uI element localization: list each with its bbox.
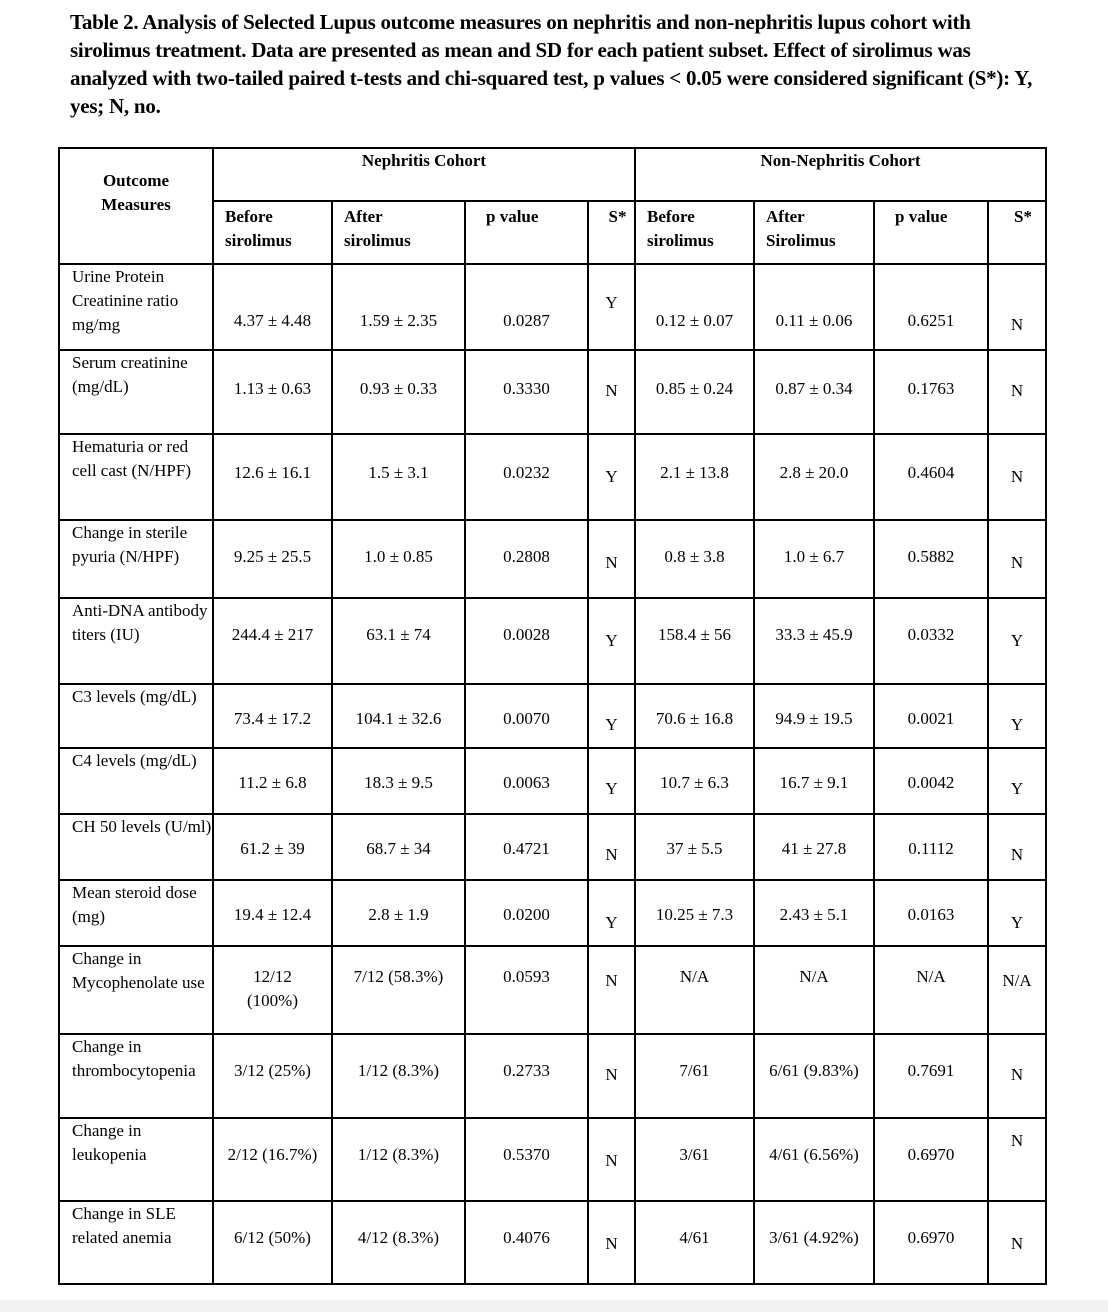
table-row (59, 350, 1046, 434)
nephritis-p-value-cell (465, 520, 588, 598)
nephritis-significance-cell (588, 748, 635, 814)
header-text: sirolimus (344, 231, 411, 250)
header-text: Sirolimus (766, 231, 836, 250)
nephritis-after-cell (332, 748, 465, 814)
nephritis-significance-cell (588, 350, 635, 434)
nephritis-significance-cell (588, 1034, 635, 1118)
non-nephritis-significance-value: Y (1010, 631, 1024, 650)
header-nephritis-after (332, 201, 465, 264)
nephritis-significance-cell (588, 434, 635, 520)
page-bottom-strip (0, 1300, 1108, 1312)
nephritis-p-value-cell (465, 946, 588, 1034)
non-nephritis-p-value-value: 0.0163 (907, 905, 955, 924)
non-nephritis-significance-value: N (1010, 553, 1024, 572)
nephritis-p-value-value: 0.4076 (503, 1228, 550, 1247)
non-nephritis-significance-cell (988, 520, 1046, 598)
nephritis-before-value: 12/12 (100%) (247, 967, 298, 1010)
nephritis-significance-value: N (605, 381, 618, 400)
nephritis-after-cell (332, 684, 465, 748)
non-nephritis-after-cell (754, 1201, 874, 1284)
nephritis-before-cell (213, 814, 332, 880)
nephritis-before-value: 19.4 ± 12.4 (233, 905, 312, 924)
non-nephritis-p-value-value: 0.5882 (907, 547, 955, 566)
non-nephritis-before-cell (635, 1118, 754, 1201)
outcome-measure-label: CH 50 levels (U/ml) (72, 817, 212, 836)
nephritis-significance-cell (588, 946, 635, 1034)
nephritis-significance-value: N (605, 971, 618, 990)
non-nephritis-before-value: 10.7 ± 6.3 (660, 773, 729, 792)
outcome-measure-label: C3 levels (mg/dL) (72, 687, 197, 706)
non-nephritis-before-value: 37 ± 5.5 (666, 839, 723, 858)
non-nephritis-after-value: 3/61 (4.92%) (769, 1228, 859, 1247)
table-row (59, 684, 1046, 748)
nephritis-significance-cell (588, 1118, 635, 1201)
nephritis-after-value: 68.7 ± 34 (366, 839, 431, 858)
nephritis-after-value: 1.0 ± 0.85 (364, 547, 433, 566)
non-nephritis-significance-cell (988, 814, 1046, 880)
non-nephritis-after-value: 2.8 ± 20.0 (779, 463, 849, 482)
non-nephritis-before-cell (635, 264, 754, 350)
non-nephritis-p-value-cell (874, 1118, 988, 1201)
nephritis-p-value-cell (465, 1201, 588, 1284)
non-nephritis-before-cell (635, 350, 754, 434)
outcome-measure-cell (59, 684, 213, 748)
table-row (59, 520, 1046, 598)
non-nephritis-after-value: 0.11 ± 0.06 (775, 311, 853, 330)
outcome-measure-label: Change in sterile pyuria (N/HPF) (72, 523, 188, 566)
non-nephritis-significance-value: N (1010, 1065, 1024, 1084)
nephritis-before-cell (213, 1201, 332, 1284)
nephritis-after-value: 104.1 ± 32.6 (355, 709, 442, 728)
nephritis-before-cell (213, 264, 332, 350)
header-non-nephritis-before (635, 201, 754, 264)
nephritis-before-cell (213, 946, 332, 1034)
nephritis-p-value-value: 0.2733 (503, 1061, 550, 1080)
non-nephritis-after-cell (754, 264, 874, 350)
non-nephritis-significance-cell (988, 1034, 1046, 1118)
nephritis-before-value: 3/12 (25%) (234, 1061, 311, 1080)
non-nephritis-p-value-value: 0.0332 (907, 625, 955, 644)
nephritis-significance-cell (588, 1201, 635, 1284)
nephritis-after-value: 1.5 ± 3.1 (368, 463, 429, 482)
non-nephritis-significance-cell (988, 434, 1046, 520)
nephritis-after-cell (332, 1034, 465, 1118)
non-nephritis-p-value-cell (874, 880, 988, 946)
outcome-measure-label: Anti-DNA antibody titers (IU) (72, 601, 208, 644)
nephritis-before-value: 2/12 (16.7%) (227, 1145, 318, 1164)
non-nephritis-p-value-cell (874, 1201, 988, 1284)
nephritis-significance-value: N (605, 1234, 618, 1253)
nephritis-p-value-value: 0.0287 (503, 311, 550, 330)
nephritis-before-value: 12.6 ± 16.1 (233, 463, 312, 482)
outcome-measure-cell (59, 748, 213, 814)
non-nephritis-before-value: 2.1 ± 13.8 (660, 463, 729, 482)
table-body (59, 264, 1046, 1284)
outcome-measure-cell (59, 520, 213, 598)
outcome-measure-label: Mean steroid dose (mg) (72, 883, 197, 926)
non-nephritis-after-cell (754, 1034, 874, 1118)
nephritis-before-value: 11.2 ± 6.8 (238, 773, 307, 792)
nephritis-after-cell (332, 946, 465, 1034)
outcome-measure-cell (59, 946, 213, 1034)
non-nephritis-after-value: N/A (799, 967, 829, 986)
header-text: Before (647, 207, 695, 226)
table-row (59, 946, 1046, 1034)
nephritis-significance-value: Y (605, 715, 618, 734)
table-row (59, 264, 1046, 350)
non-nephritis-p-value-cell (874, 1034, 988, 1118)
table-row (59, 748, 1046, 814)
header-non-nephritis-after (754, 201, 874, 264)
nephritis-p-value-value: 0.0070 (503, 709, 550, 728)
outcome-measure-cell (59, 598, 213, 684)
nephritis-before-cell (213, 748, 332, 814)
header-text: sirolimus (647, 231, 714, 250)
non-nephritis-p-value-cell (874, 814, 988, 880)
nephritis-significance-value: Y (605, 293, 618, 312)
outcome-measure-label: Serum creatinine (mg/dL) (72, 353, 188, 396)
non-nephritis-significance-cell (988, 880, 1046, 946)
header-nephritis-p-value: p value (465, 201, 588, 264)
nephritis-p-value-cell (465, 598, 588, 684)
non-nephritis-significance-value: Y (1010, 779, 1024, 798)
nephritis-after-value: 1/12 (8.3%) (357, 1061, 440, 1080)
non-nephritis-p-value-cell (874, 684, 988, 748)
non-nephritis-before-value: 3/61 (679, 1145, 710, 1164)
non-nephritis-significance-value: Y (1010, 913, 1024, 932)
nephritis-before-value: 4.37 ± 4.48 (233, 311, 312, 330)
non-nephritis-before-cell (635, 434, 754, 520)
nephritis-significance-cell (588, 684, 635, 748)
non-nephritis-p-value-cell (874, 350, 988, 434)
outcome-measure-cell (59, 1201, 213, 1284)
outcome-measures-table (58, 147, 1047, 1285)
non-nephritis-significance-value: N (1010, 467, 1024, 486)
non-nephritis-p-value-value: 0.6970 (907, 1145, 955, 1164)
non-nephritis-after-cell (754, 350, 874, 434)
nephritis-p-value-cell (465, 434, 588, 520)
non-nephritis-before-value: 4/61 (679, 1228, 710, 1247)
table-row (59, 598, 1046, 684)
non-nephritis-p-value-cell (874, 434, 988, 520)
nephritis-p-value-value: 0.0063 (503, 773, 550, 792)
non-nephritis-after-value: 16.7 ± 9.1 (779, 773, 849, 792)
non-nephritis-significance-cell (988, 1118, 1046, 1201)
nephritis-after-cell (332, 264, 465, 350)
nephritis-before-cell (213, 1118, 332, 1201)
non-nephritis-after-cell (754, 684, 874, 748)
nephritis-before-cell (213, 684, 332, 748)
table-row (59, 1118, 1046, 1201)
outcome-measure-label: Change in thrombocytopenia (72, 1037, 196, 1080)
outcome-measure-cell (59, 350, 213, 434)
nephritis-p-value-cell (465, 684, 588, 748)
non-nephritis-significance-value: N (1010, 845, 1024, 864)
nephritis-before-value: 6/12 (50%) (234, 1228, 311, 1247)
nephritis-after-value: 1.59 ± 2.35 (359, 311, 438, 330)
nephritis-after-value: 1/12 (8.3%) (357, 1145, 440, 1164)
nephritis-p-value-cell (465, 264, 588, 350)
non-nephritis-before-cell (635, 1034, 754, 1118)
header-non-nephritis-p-value: p value (874, 201, 988, 264)
non-nephritis-before-cell (635, 814, 754, 880)
nephritis-after-cell (332, 814, 465, 880)
non-nephritis-after-value: 41 ± 27.8 (781, 839, 847, 858)
nephritis-p-value-value: 0.0028 (503, 625, 550, 644)
nephritis-after-value: 0.93 ± 0.33 (359, 379, 438, 398)
nephritis-p-value-cell (465, 880, 588, 946)
non-nephritis-p-value-cell (874, 598, 988, 684)
non-nephritis-p-value-cell (874, 264, 988, 350)
non-nephritis-before-value: 0.85 ± 0.24 (655, 379, 734, 398)
outcome-measure-label: Change in leukopenia (72, 1121, 147, 1164)
non-nephritis-after-value: 33.3 ± 45.9 (775, 625, 853, 644)
nephritis-p-value-value: 0.5370 (503, 1145, 550, 1164)
nephritis-p-value-cell (465, 814, 588, 880)
nephritis-before-value: 9.25 ± 25.5 (233, 547, 312, 566)
nephritis-after-cell (332, 880, 465, 946)
header-nephritis-significance: S* (588, 201, 635, 264)
header-outcome-line2: Measures (101, 195, 171, 214)
non-nephritis-significance-value: N (1010, 381, 1024, 400)
nephritis-after-cell (332, 434, 465, 520)
non-nephritis-p-value-value: 0.0021 (907, 709, 955, 728)
nephritis-significance-value: Y (605, 779, 618, 798)
table-row (59, 880, 1046, 946)
header-text: sirolimus (225, 231, 292, 250)
non-nephritis-before-value: 0.12 ± 0.07 (655, 311, 734, 330)
nephritis-p-value-value: 0.0200 (503, 905, 550, 924)
non-nephritis-before-cell (635, 684, 754, 748)
nephritis-before-cell (213, 1034, 332, 1118)
nephritis-p-value-cell (465, 350, 588, 434)
header-outcome-line1: Outcome (102, 171, 170, 190)
header-nephritis-before (213, 201, 332, 264)
non-nephritis-p-value-value: 0.6970 (907, 1228, 955, 1247)
nephritis-significance-cell (588, 264, 635, 350)
outcome-measure-cell (59, 814, 213, 880)
nephritis-p-value-value: 0.4721 (503, 839, 550, 858)
non-nephritis-significance-cell (988, 598, 1046, 684)
non-nephritis-p-value-value: 0.1112 (908, 839, 954, 858)
non-nephritis-significance-cell (988, 946, 1046, 1034)
nephritis-significance-cell (588, 520, 635, 598)
nephritis-before-value: 61.2 ± 39 (240, 839, 305, 858)
non-nephritis-p-value-value: 0.4604 (907, 463, 955, 482)
non-nephritis-after-value: 94.9 ± 19.5 (775, 709, 853, 728)
non-nephritis-after-cell (754, 598, 874, 684)
non-nephritis-before-cell (635, 946, 754, 1034)
outcome-measure-label: Hematuria or red cell cast (N/HPF) (72, 437, 191, 480)
outcome-measure-cell (59, 1034, 213, 1118)
nephritis-after-cell (332, 520, 465, 598)
non-nephritis-before-value: 70.6 ± 16.8 (655, 709, 734, 728)
non-nephritis-after-cell (754, 434, 874, 520)
non-nephritis-before-cell (635, 880, 754, 946)
non-nephritis-significance-value: N/A (1002, 971, 1032, 990)
nephritis-after-cell (332, 1201, 465, 1284)
non-nephritis-p-value-value: 0.6251 (907, 311, 955, 330)
nephritis-p-value-value: 0.2808 (503, 547, 550, 566)
nephritis-p-value-value: 0.0593 (503, 967, 550, 986)
non-nephritis-p-value-cell (874, 946, 988, 1034)
outcome-measure-cell (59, 1118, 213, 1201)
nephritis-significance-value: N (605, 1065, 618, 1084)
non-nephritis-significance-cell (988, 684, 1046, 748)
header-text: Before (225, 207, 273, 226)
non-nephritis-significance-value: N (1010, 1131, 1024, 1150)
header-row-cohorts (59, 148, 1046, 201)
non-nephritis-after-value: 1.0 ± 6.7 (783, 547, 845, 566)
header-text: After (766, 207, 805, 226)
non-nephritis-p-value-value: N/A (916, 967, 946, 986)
nephritis-after-value: 4/12 (8.3%) (357, 1228, 440, 1247)
table-row (59, 434, 1046, 520)
nephritis-significance-cell (588, 814, 635, 880)
nephritis-p-value-value: 0.0232 (503, 463, 550, 482)
non-nephritis-after-cell (754, 814, 874, 880)
non-nephritis-significance-cell (988, 350, 1046, 434)
non-nephritis-significance-value: Y (1010, 715, 1024, 734)
non-nephritis-before-cell (635, 748, 754, 814)
non-nephritis-p-value-cell (874, 748, 988, 814)
nephritis-before-cell (213, 350, 332, 434)
nephritis-before-value: 244.4 ± 217 (231, 625, 314, 644)
non-nephritis-before-cell (635, 598, 754, 684)
non-nephritis-before-cell (635, 1201, 754, 1284)
header-text: After (344, 207, 383, 226)
non-nephritis-before-value: 7/61 (679, 1061, 710, 1080)
outcome-measure-cell (59, 264, 213, 350)
non-nephritis-after-value: 6/61 (9.83%) (769, 1061, 859, 1080)
table-caption: Table 2. Analysis of Selected Lupus outcome measures on nephritis and non-nephritis lupus cohort with sirolimus treatment. Data are presented as mean and SD for each patient subset. Effect of sirolimus was analyzed with two-tailed paired t-tests and chi-squared test, p values < 0.05 were considered significant (S*): Y, yes; N, no. (70, 10, 1033, 118)
outcome-measure-label: Change in SLE related anemia (72, 1204, 176, 1247)
nephritis-after-cell (332, 350, 465, 434)
nephritis-after-value: 18.3 ± 9.5 (364, 773, 433, 792)
non-nephritis-after-value: 0.87 ± 0.34 (775, 379, 853, 398)
nephritis-before-cell (213, 520, 332, 598)
non-nephritis-after-cell (754, 520, 874, 598)
non-nephritis-after-value: 2.43 ± 5.1 (779, 905, 849, 924)
nephritis-p-value-cell (465, 748, 588, 814)
nephritis-before-value: 1.13 ± 0.63 (233, 379, 312, 398)
nephritis-significance-value: Y (605, 467, 618, 486)
non-nephritis-significance-value: N (1010, 1234, 1024, 1253)
outcome-measure-label: C4 levels (mg/dL) (72, 751, 197, 770)
header-non-nephritis-cohort: Non-Nephritis Cohort (635, 148, 1046, 201)
nephritis-significance-value: Y (605, 913, 618, 932)
nephritis-before-value: 73.4 ± 17.2 (233, 709, 312, 728)
nephritis-before-cell (213, 598, 332, 684)
outcome-measure-cell (59, 880, 213, 946)
nephritis-after-cell (332, 1118, 465, 1201)
outcome-measure-label: Change in Mycophenolate use (72, 949, 205, 992)
non-nephritis-before-value: 158.4 ± 56 (657, 625, 732, 644)
non-nephritis-significance-cell (988, 1201, 1046, 1284)
outcome-measure-cell (59, 434, 213, 520)
non-nephritis-before-value: N/A (679, 967, 710, 986)
non-nephritis-p-value-value: 0.0042 (907, 773, 955, 792)
header-non-nephritis-significance: S* (988, 201, 1046, 264)
non-nephritis-before-value: 10.25 ± 7.3 (655, 905, 734, 924)
table-row (59, 1034, 1046, 1118)
nephritis-significance-value: N (605, 553, 618, 572)
table-row (59, 1201, 1046, 1284)
nephritis-after-cell (332, 598, 465, 684)
outcome-measure-label: Urine Protein Creatinine ratio mg/mg (72, 267, 179, 334)
non-nephritis-after-cell (754, 748, 874, 814)
non-nephritis-after-cell (754, 946, 874, 1034)
nephritis-significance-cell (588, 880, 635, 946)
nephritis-significance-value: Y (605, 631, 618, 650)
nephritis-p-value-cell (465, 1034, 588, 1118)
non-nephritis-significance-cell (988, 264, 1046, 350)
nephritis-significance-value: N (605, 1151, 618, 1170)
non-nephritis-before-value: 0.8 ± 3.8 (664, 547, 725, 566)
nephritis-significance-value: N (605, 845, 618, 864)
nephritis-significance-cell (588, 598, 635, 684)
non-nephritis-after-cell (754, 1118, 874, 1201)
non-nephritis-significance-value: N (1010, 315, 1024, 334)
header-nephritis-cohort: Nephritis Cohort (213, 148, 635, 201)
non-nephritis-significance-cell (988, 748, 1046, 814)
nephritis-after-value: 63.1 ± 74 (366, 625, 431, 644)
table-row (59, 814, 1046, 880)
nephritis-before-cell (213, 434, 332, 520)
nephritis-before-cell (213, 880, 332, 946)
non-nephritis-p-value-value: 0.7691 (907, 1061, 955, 1080)
non-nephritis-p-value-value: 0.1763 (907, 379, 955, 398)
non-nephritis-before-cell (635, 520, 754, 598)
header-outcome-measures (59, 148, 213, 264)
non-nephritis-p-value-cell (874, 520, 988, 598)
nephritis-p-value-value: 0.3330 (503, 379, 550, 398)
non-nephritis-after-value: 4/61 (6.56%) (769, 1145, 859, 1164)
nephritis-after-value: 2.8 ± 1.9 (368, 905, 429, 924)
nephritis-after-value: 7/12 (58.3%) (353, 967, 444, 986)
nephritis-p-value-cell (465, 1118, 588, 1201)
non-nephritis-after-cell (754, 880, 874, 946)
